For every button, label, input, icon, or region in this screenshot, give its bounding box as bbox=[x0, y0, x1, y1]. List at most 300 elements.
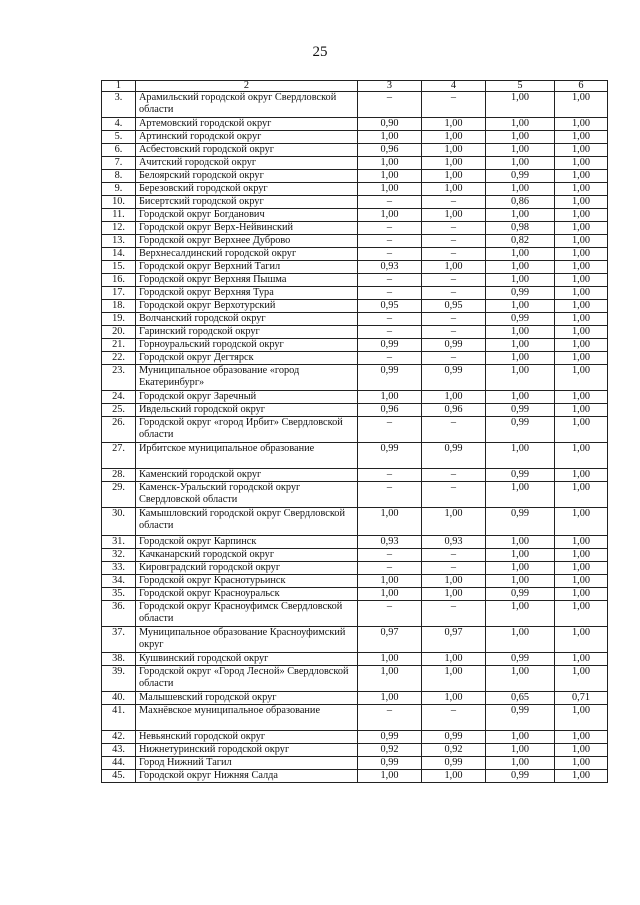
municipality-name-cell: Камышловский городской округ Свердловской области bbox=[136, 508, 358, 536]
value-cell-col5: 1,00 bbox=[486, 92, 555, 118]
value-cell-col5: 1,00 bbox=[486, 209, 555, 222]
value-cell-col3: 1,00 bbox=[358, 131, 422, 144]
municipality-name-cell: Арамильский городской округ Свердловской области bbox=[136, 92, 358, 118]
row-number-cell: 18. bbox=[102, 300, 136, 313]
value-cell-col6: 0,71 bbox=[555, 692, 608, 705]
value-cell-col3: – bbox=[358, 196, 422, 209]
row-number-cell: 12. bbox=[102, 222, 136, 235]
value-cell-col6: 1,00 bbox=[555, 653, 608, 666]
value-cell-col5: 1,00 bbox=[486, 482, 555, 508]
table-row bbox=[102, 209, 608, 222]
value-cell-col6: 1,00 bbox=[555, 705, 608, 731]
value-cell-col4: 1,00 bbox=[422, 209, 486, 222]
value-cell-col5: 1,00 bbox=[486, 549, 555, 562]
value-cell-col3: 0,96 bbox=[358, 404, 422, 417]
municipality-name-cell: Город Нижний Тагил bbox=[136, 757, 358, 770]
value-cell-col3: – bbox=[358, 705, 422, 731]
table-row bbox=[102, 744, 608, 757]
row-number-cell: 30. bbox=[102, 508, 136, 536]
table-row bbox=[102, 549, 608, 562]
value-cell-col3: – bbox=[358, 274, 422, 287]
municipality-name-cell: Городской округ Верхняя Тура bbox=[136, 287, 358, 300]
column-header: 6 bbox=[555, 81, 608, 92]
value-cell-col4: – bbox=[422, 196, 486, 209]
value-cell-col4: – bbox=[422, 287, 486, 300]
value-cell-col5: 1,00 bbox=[486, 157, 555, 170]
value-cell-col6: 1,00 bbox=[555, 131, 608, 144]
value-cell-col5: 1,00 bbox=[486, 731, 555, 744]
value-cell-col5: 0,99 bbox=[486, 705, 555, 731]
value-cell-col6: 1,00 bbox=[555, 118, 608, 131]
row-number-cell: 45. bbox=[102, 770, 136, 783]
municipality-name-cell: Каменский городской округ bbox=[136, 469, 358, 482]
value-cell-col4: – bbox=[422, 469, 486, 482]
value-cell-col6: 1,00 bbox=[555, 222, 608, 235]
value-cell-col5: 1,00 bbox=[486, 627, 555, 653]
table-row bbox=[102, 300, 608, 313]
value-cell-col3: 1,00 bbox=[358, 209, 422, 222]
value-cell-col4: 1,00 bbox=[422, 118, 486, 131]
row-number-cell: 29. bbox=[102, 482, 136, 508]
table-row bbox=[102, 588, 608, 601]
value-cell-col3: – bbox=[358, 549, 422, 562]
row-number-cell: 42. bbox=[102, 731, 136, 744]
value-cell-col4: 1,00 bbox=[422, 692, 486, 705]
municipality-name-cell: Городской округ Нижняя Салда bbox=[136, 770, 358, 783]
row-number-cell: 24. bbox=[102, 391, 136, 404]
row-number-cell: 17. bbox=[102, 287, 136, 300]
value-cell-col3: – bbox=[358, 248, 422, 261]
value-cell-col3: 1,00 bbox=[358, 692, 422, 705]
value-cell-col4: – bbox=[422, 417, 486, 443]
row-number-cell: 22. bbox=[102, 352, 136, 365]
value-cell-col6: 1,00 bbox=[555, 196, 608, 209]
municipality-name-cell: Артинский городской округ bbox=[136, 131, 358, 144]
value-cell-col3: – bbox=[358, 601, 422, 627]
table-row bbox=[102, 443, 608, 469]
municipality-name-cell: Городской округ «город Ирбит» Свердловской области bbox=[136, 417, 358, 443]
table-row bbox=[102, 170, 608, 183]
column-header: 4 bbox=[422, 81, 486, 92]
value-cell-col4: – bbox=[422, 562, 486, 575]
value-cell-col3: 1,00 bbox=[358, 508, 422, 536]
table-row bbox=[102, 705, 608, 731]
value-cell-col6: 1,00 bbox=[555, 575, 608, 588]
value-cell-col3: 1,00 bbox=[358, 653, 422, 666]
row-number-cell: 33. bbox=[102, 562, 136, 575]
table-row bbox=[102, 770, 608, 783]
value-cell-col6: 1,00 bbox=[555, 417, 608, 443]
municipality-name-cell: Невьянский городской округ bbox=[136, 731, 358, 744]
municipality-name-cell: Городской округ «Город Лесной» Свердловской области bbox=[136, 666, 358, 692]
value-cell-col4: – bbox=[422, 313, 486, 326]
value-cell-col5: 0,99 bbox=[486, 417, 555, 443]
value-cell-col4: 1,00 bbox=[422, 588, 486, 601]
value-cell-col5: 1,00 bbox=[486, 562, 555, 575]
page-number: 25 bbox=[312, 44, 328, 60]
table-row bbox=[102, 157, 608, 170]
value-cell-col3: – bbox=[358, 326, 422, 339]
municipality-name-cell: Гаринский городской округ bbox=[136, 326, 358, 339]
row-number-cell: 44. bbox=[102, 757, 136, 770]
column-header: 2 bbox=[136, 81, 358, 92]
value-cell-col3: 1,00 bbox=[358, 157, 422, 170]
value-cell-col6: 1,00 bbox=[555, 666, 608, 692]
value-cell-col5: 1,00 bbox=[486, 248, 555, 261]
row-number-cell: 35. bbox=[102, 588, 136, 601]
value-cell-col4: 1,00 bbox=[422, 391, 486, 404]
table-row bbox=[102, 183, 608, 196]
value-cell-col6: 1,00 bbox=[555, 757, 608, 770]
value-cell-col4: 0,93 bbox=[422, 536, 486, 549]
municipality-name-cell: Городской округ Верхнее Дуброво bbox=[136, 235, 358, 248]
value-cell-col4: 1,00 bbox=[422, 144, 486, 157]
value-cell-col6: 1,00 bbox=[555, 627, 608, 653]
column-header: 1 bbox=[102, 81, 136, 92]
table-row bbox=[102, 222, 608, 235]
table-row bbox=[102, 92, 608, 118]
value-cell-col5: 0,65 bbox=[486, 692, 555, 705]
table-row bbox=[102, 287, 608, 300]
value-cell-col5: 0,99 bbox=[486, 469, 555, 482]
table-row bbox=[102, 508, 608, 536]
municipality-name-cell: Ирбитское муниципальное образование bbox=[136, 443, 358, 469]
row-number-cell: 41. bbox=[102, 705, 136, 731]
municipality-name-cell: Кушвинский городской округ bbox=[136, 653, 358, 666]
value-cell-col6: 1,00 bbox=[555, 352, 608, 365]
value-cell-col4: 1,00 bbox=[422, 261, 486, 274]
municipality-name-cell: Муниципальное образование Красноуфимский округ bbox=[136, 627, 358, 653]
value-cell-col5: 1,00 bbox=[486, 391, 555, 404]
row-number-cell: 16. bbox=[102, 274, 136, 287]
row-number-cell: 20. bbox=[102, 326, 136, 339]
value-cell-col4: 0,99 bbox=[422, 757, 486, 770]
value-cell-col3: – bbox=[358, 482, 422, 508]
value-cell-col3: 1,00 bbox=[358, 588, 422, 601]
table-row bbox=[102, 365, 608, 391]
value-cell-col5: 1,00 bbox=[486, 536, 555, 549]
value-cell-col3: 0,97 bbox=[358, 627, 422, 653]
table-row bbox=[102, 144, 608, 157]
coefficients-table bbox=[101, 80, 608, 783]
value-cell-col6: 1,00 bbox=[555, 235, 608, 248]
value-cell-col4: 0,95 bbox=[422, 300, 486, 313]
value-cell-col5: 0,99 bbox=[486, 770, 555, 783]
value-cell-col3: – bbox=[358, 222, 422, 235]
table-row bbox=[102, 313, 608, 326]
municipality-name-cell: Городской округ Верхняя Пышма bbox=[136, 274, 358, 287]
value-cell-col6: 1,00 bbox=[555, 482, 608, 508]
value-cell-col4: – bbox=[422, 705, 486, 731]
row-number-cell: 39. bbox=[102, 666, 136, 692]
table-row bbox=[102, 339, 608, 352]
value-cell-col6: 1,00 bbox=[555, 313, 608, 326]
value-cell-col4: 1,00 bbox=[422, 170, 486, 183]
value-cell-col3: 0,90 bbox=[358, 118, 422, 131]
value-cell-col3: 1,00 bbox=[358, 183, 422, 196]
row-number-cell: 8. bbox=[102, 170, 136, 183]
value-cell-col6: 1,00 bbox=[555, 300, 608, 313]
value-cell-col5: 1,00 bbox=[486, 183, 555, 196]
table-row bbox=[102, 601, 608, 627]
value-cell-col5: 0,86 bbox=[486, 196, 555, 209]
value-cell-col4: – bbox=[422, 601, 486, 627]
value-cell-col5: 0,98 bbox=[486, 222, 555, 235]
value-cell-col5: 1,00 bbox=[486, 300, 555, 313]
table-row bbox=[102, 653, 608, 666]
municipality-name-cell: Городской округ Заречный bbox=[136, 391, 358, 404]
value-cell-col4: 1,00 bbox=[422, 575, 486, 588]
table-row bbox=[102, 326, 608, 339]
value-cell-col5: 1,00 bbox=[486, 365, 555, 391]
value-cell-col6: 1,00 bbox=[555, 731, 608, 744]
municipality-name-cell: Нижнетуринский городской округ bbox=[136, 744, 358, 757]
row-number-cell: 26. bbox=[102, 417, 136, 443]
value-cell-col3: 1,00 bbox=[358, 575, 422, 588]
municipality-name-cell: Городской округ Дегтярск bbox=[136, 352, 358, 365]
value-cell-col4: 1,00 bbox=[422, 653, 486, 666]
value-cell-col6: 1,00 bbox=[555, 274, 608, 287]
value-cell-col3: 1,00 bbox=[358, 770, 422, 783]
value-cell-col4: 0,97 bbox=[422, 627, 486, 653]
municipality-name-cell: Городской округ Карпинск bbox=[136, 536, 358, 549]
value-cell-col4: 1,00 bbox=[422, 666, 486, 692]
row-number-cell: 9. bbox=[102, 183, 136, 196]
municipality-name-cell: Каменск-Уральский городской округ Свердловской области bbox=[136, 482, 358, 508]
value-cell-col5: 0,99 bbox=[486, 287, 555, 300]
value-cell-col6: 1,00 bbox=[555, 326, 608, 339]
value-cell-col5: 1,00 bbox=[486, 131, 555, 144]
table-header-row bbox=[102, 81, 608, 92]
value-cell-col6: 1,00 bbox=[555, 588, 608, 601]
row-number-cell: 7. bbox=[102, 157, 136, 170]
value-cell-col4: – bbox=[422, 482, 486, 508]
value-cell-col5: 1,00 bbox=[486, 326, 555, 339]
value-cell-col3: 0,96 bbox=[358, 144, 422, 157]
municipality-name-cell: Городской округ Верхотурский bbox=[136, 300, 358, 313]
value-cell-col3: 1,00 bbox=[358, 391, 422, 404]
value-cell-col4: 0,96 bbox=[422, 404, 486, 417]
row-number-cell: 15. bbox=[102, 261, 136, 274]
value-cell-col5: 1,00 bbox=[486, 443, 555, 469]
row-number-cell: 38. bbox=[102, 653, 136, 666]
value-cell-col3: 0,99 bbox=[358, 757, 422, 770]
value-cell-col4: – bbox=[422, 326, 486, 339]
value-cell-col3: – bbox=[358, 352, 422, 365]
value-cell-col4: 1,00 bbox=[422, 183, 486, 196]
value-cell-col4: – bbox=[422, 92, 486, 118]
value-cell-col3: 0,99 bbox=[358, 339, 422, 352]
table-row bbox=[102, 469, 608, 482]
row-number-cell: 4. bbox=[102, 118, 136, 131]
row-number-cell: 40. bbox=[102, 692, 136, 705]
municipality-name-cell: Малышевский городской округ bbox=[136, 692, 358, 705]
value-cell-col4: 0,99 bbox=[422, 339, 486, 352]
value-cell-col3: – bbox=[358, 235, 422, 248]
row-number-cell: 36. bbox=[102, 601, 136, 627]
value-cell-col6: 1,00 bbox=[555, 469, 608, 482]
column-header: 3 bbox=[358, 81, 422, 92]
table-row bbox=[102, 131, 608, 144]
value-cell-col3: 1,00 bbox=[358, 170, 422, 183]
row-number-cell: 11. bbox=[102, 209, 136, 222]
row-number-cell: 13. bbox=[102, 235, 136, 248]
municipality-name-cell: Качканарский городской округ bbox=[136, 549, 358, 562]
municipality-name-cell: Артемовский городской округ bbox=[136, 118, 358, 131]
value-cell-col4: 1,00 bbox=[422, 508, 486, 536]
table-row bbox=[102, 352, 608, 365]
value-cell-col3: – bbox=[358, 287, 422, 300]
value-cell-col5: 1,00 bbox=[486, 274, 555, 287]
municipality-name-cell: Махнёвское муниципальное образование bbox=[136, 705, 358, 731]
value-cell-col5: 0,99 bbox=[486, 508, 555, 536]
value-cell-col5: 1,00 bbox=[486, 144, 555, 157]
value-cell-col4: – bbox=[422, 352, 486, 365]
row-number-cell: 37. bbox=[102, 627, 136, 653]
table-row bbox=[102, 196, 608, 209]
row-number-cell: 27. bbox=[102, 443, 136, 469]
value-cell-col6: 1,00 bbox=[555, 287, 608, 300]
value-cell-col4: 0,92 bbox=[422, 744, 486, 757]
row-number-cell: 3. bbox=[102, 92, 136, 118]
row-number-cell: 32. bbox=[102, 549, 136, 562]
value-cell-col3: 0,99 bbox=[358, 443, 422, 469]
table-row bbox=[102, 575, 608, 588]
value-cell-col5: 1,00 bbox=[486, 575, 555, 588]
value-cell-col6: 1,00 bbox=[555, 744, 608, 757]
value-cell-col6: 1,00 bbox=[555, 92, 608, 118]
table-row bbox=[102, 757, 608, 770]
municipality-name-cell: Городской округ Красноуфимск Свердловской области bbox=[136, 601, 358, 627]
value-cell-col4: 0,99 bbox=[422, 731, 486, 744]
value-cell-col3: 0,95 bbox=[358, 300, 422, 313]
value-cell-col3: 1,00 bbox=[358, 666, 422, 692]
value-cell-col3: – bbox=[358, 562, 422, 575]
column-header: 5 bbox=[486, 81, 555, 92]
value-cell-col6: 1,00 bbox=[555, 183, 608, 196]
table-row bbox=[102, 666, 608, 692]
table-row bbox=[102, 482, 608, 508]
value-cell-col6: 1,00 bbox=[555, 391, 608, 404]
row-number-cell: 28. bbox=[102, 469, 136, 482]
value-cell-col6: 1,00 bbox=[555, 248, 608, 261]
value-cell-col3: 0,93 bbox=[358, 261, 422, 274]
table-row bbox=[102, 274, 608, 287]
row-number-cell: 19. bbox=[102, 313, 136, 326]
row-number-cell: 6. bbox=[102, 144, 136, 157]
value-cell-col6: 1,00 bbox=[555, 365, 608, 391]
value-cell-col5: 1,00 bbox=[486, 352, 555, 365]
value-cell-col4: – bbox=[422, 248, 486, 261]
municipality-name-cell: Бисертский городской округ bbox=[136, 196, 358, 209]
municipality-name-cell: Асбестовский городской округ bbox=[136, 144, 358, 157]
value-cell-col4: 1,00 bbox=[422, 131, 486, 144]
table-row bbox=[102, 536, 608, 549]
row-number-cell: 43. bbox=[102, 744, 136, 757]
value-cell-col6: 1,00 bbox=[555, 261, 608, 274]
value-cell-col5: 1,00 bbox=[486, 261, 555, 274]
value-cell-col4: 1,00 bbox=[422, 770, 486, 783]
value-cell-col3: – bbox=[358, 313, 422, 326]
value-cell-col5: 1,00 bbox=[486, 744, 555, 757]
value-cell-col6: 1,00 bbox=[555, 549, 608, 562]
row-number-cell: 25. bbox=[102, 404, 136, 417]
value-cell-col4: – bbox=[422, 222, 486, 235]
value-cell-col4: – bbox=[422, 235, 486, 248]
value-cell-col3: 0,93 bbox=[358, 536, 422, 549]
table-row bbox=[102, 731, 608, 744]
value-cell-col5: 0,99 bbox=[486, 588, 555, 601]
municipality-name-cell: Ивдельский городской округ bbox=[136, 404, 358, 417]
table-row bbox=[102, 248, 608, 261]
municipality-name-cell: Волчанский городской округ bbox=[136, 313, 358, 326]
municipality-name-cell: Кировградский городской округ bbox=[136, 562, 358, 575]
table-row bbox=[102, 562, 608, 575]
value-cell-col5: 0,99 bbox=[486, 170, 555, 183]
municipality-name-cell: Верхнесалдинский городской округ bbox=[136, 248, 358, 261]
value-cell-col6: 1,00 bbox=[555, 170, 608, 183]
value-cell-col4: – bbox=[422, 549, 486, 562]
value-cell-col4: 0,99 bbox=[422, 443, 486, 469]
value-cell-col5: 0,82 bbox=[486, 235, 555, 248]
table-row bbox=[102, 627, 608, 653]
value-cell-col3: – bbox=[358, 469, 422, 482]
value-cell-col5: 1,00 bbox=[486, 339, 555, 352]
value-cell-col6: 1,00 bbox=[555, 770, 608, 783]
municipality-name-cell: Муниципальное образование «город Екатеринбург» bbox=[136, 365, 358, 391]
value-cell-col3: 0,99 bbox=[358, 731, 422, 744]
row-number-cell: 5. bbox=[102, 131, 136, 144]
municipality-name-cell: Городской округ Богданович bbox=[136, 209, 358, 222]
value-cell-col3: – bbox=[358, 92, 422, 118]
value-cell-col3: – bbox=[358, 417, 422, 443]
municipality-name-cell: Березовский городской округ bbox=[136, 183, 358, 196]
value-cell-col3: 0,92 bbox=[358, 744, 422, 757]
table-row bbox=[102, 417, 608, 443]
table-row bbox=[102, 692, 608, 705]
value-cell-col6: 1,00 bbox=[555, 536, 608, 549]
value-cell-col6: 1,00 bbox=[555, 209, 608, 222]
value-cell-col5: 0,99 bbox=[486, 653, 555, 666]
municipality-name-cell: Городской округ Верх-Нейвинский bbox=[136, 222, 358, 235]
table-row bbox=[102, 261, 608, 274]
row-number-cell: 34. bbox=[102, 575, 136, 588]
value-cell-col5: 1,00 bbox=[486, 118, 555, 131]
municipality-name-cell: Городской округ Верхний Тагил bbox=[136, 261, 358, 274]
municipality-name-cell: Горноуральский городской округ bbox=[136, 339, 358, 352]
value-cell-col6: 1,00 bbox=[555, 443, 608, 469]
municipality-name-cell: Городской округ Красноуральск bbox=[136, 588, 358, 601]
row-number-cell: 14. bbox=[102, 248, 136, 261]
row-number-cell: 23. bbox=[102, 365, 136, 391]
value-cell-col6: 1,00 bbox=[555, 601, 608, 627]
value-cell-col5: 0,99 bbox=[486, 313, 555, 326]
table-row bbox=[102, 118, 608, 131]
value-cell-col6: 1,00 bbox=[555, 562, 608, 575]
value-cell-col5: 0,99 bbox=[486, 404, 555, 417]
table-row bbox=[102, 391, 608, 404]
value-cell-col5: 1,00 bbox=[486, 757, 555, 770]
value-cell-col6: 1,00 bbox=[555, 157, 608, 170]
municipality-name-cell: Ачитский городской округ bbox=[136, 157, 358, 170]
municipality-name-cell: Белоярский городской округ bbox=[136, 170, 358, 183]
value-cell-col3: 0,99 bbox=[358, 365, 422, 391]
table-row bbox=[102, 235, 608, 248]
table-row bbox=[102, 404, 608, 417]
row-number-cell: 31. bbox=[102, 536, 136, 549]
row-number-cell: 21. bbox=[102, 339, 136, 352]
value-cell-col4: 1,00 bbox=[422, 157, 486, 170]
